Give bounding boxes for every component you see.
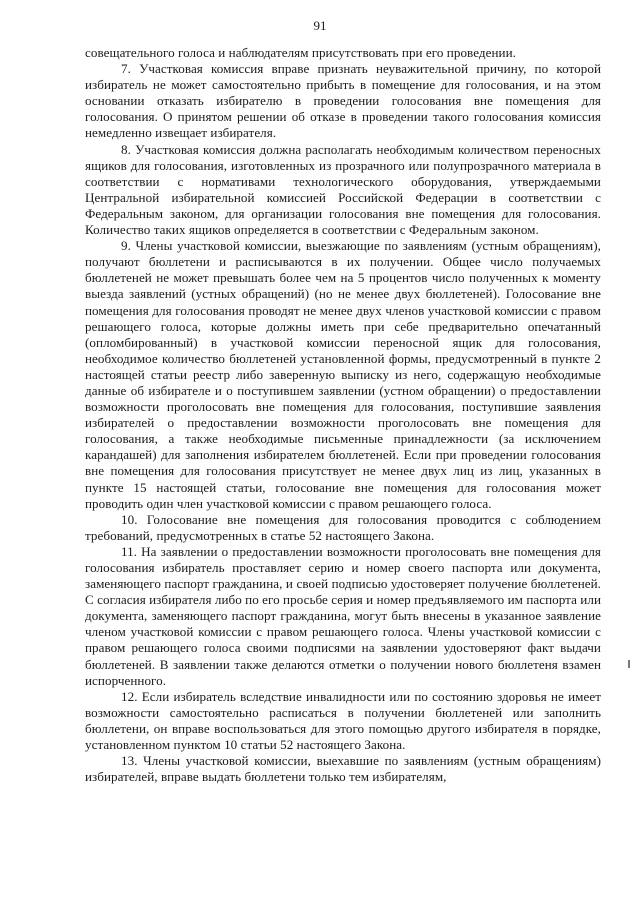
paragraph-11: 11. На заявлении о предоставлении возможности проголосовать вне помещения для голосования избиратель проставляет серию и номер своего паспорта или документа, заменяющего паспорт гражданина, и своей подписью удостоверяет получение бюллетеней. С согласия избирателя либо по его просьбе серия и номер предъявляемого им паспорта или документа, заменяющего паспорт гражданина, могут быть внесены в указанное заявление членом участковой комиссии с правом решающего голоса. Члены участковой комиссии с правом решающего голоса своими подписями на заявлении удостоверяют факт выдачи бюллетеней. В заявлении также делаются отметки о получении нового бюллетеня взамен испорченного. bbox=[85, 543, 601, 688]
paragraph-12: 12. Если избиратель вследствие инвалидности или по состоянию здоровья не имеет возможности самостоятельно расписаться в получении бюллетеней или заполнить бюллетени, он вправе воспользоваться для этого помощью другого избирателя в порядке, установленном пунктом 10 статьи 52 настоящего Закона. bbox=[85, 688, 601, 753]
paragraph-10: 10. Голосование вне помещения для голосования проводится с соблюдением требований, предусмотренных в статье 52 настоящего Закона. bbox=[85, 511, 601, 543]
page-number: 91 bbox=[313, 18, 327, 33]
paragraph-7: 7. Участковая комиссия вправе признать неуважительной причину, по которой избиратель не может самостоятельно прибыть в помещение для голосования, и на этом основании отказать избирателю в проведении голосования вне помещения для голосования. О принятом решении об отказе в проведении такого голосования комиссия немедленно извещает избирателя. bbox=[85, 61, 601, 141]
paragraph-continuation: совещательного голоса и наблюдателям присутствовать при его проведении. bbox=[85, 45, 516, 60]
scan-speck bbox=[628, 660, 630, 668]
document-body bbox=[85, 45, 601, 785]
paragraph-9: 9. Члены участковой комиссии, выезжающие по заявлениям (устным обращениям), получают бюллетени и расписываются в их получении. Общее число получаемых бюллетеней не может превышать более чем на 5 процентов число полученных к моменту выезда заявлений (устных обращений) (но не менее двух бюллетеней). Голосование вне помещения для голосования проводят не менее двух членов участковой комиссии с правом решающего голоса, которые должны иметь при себе предварительно опечатанный (опломбированный) в участковой комиссии переносной ящик для голосования, необходимое количество бюллетеней установленной формы, предусмотренный в пункте 2 настоящей статьи реестр либо заверенную выписку из него, содержащую необходимые данные об избирателе и о поступившем заявлении (устном обращении) о предоставлении возможности проголосовать вне помещения для голосования, поступившие заявления избирателей о предоставлении возможности проголосовать вне помещения для голосования, а также необходимые письменные принадлежности (за исключением карандашей) для заполнения избирателем бюллетеней. Если при проведении голосования вне помещения для голосования присутствует не менее двух лиц из лиц, указанных в пункте 15 настоящей статьи, голосование вне помещения для голосования может проводить один член участковой комиссии с правом решающего голоса. bbox=[85, 238, 601, 511]
paragraph-8: 8. Участковая комиссия должна располагать необходимым количеством переносных ящиков для голосования, изготовленных из прозрачного или полупрозрачного материала в соответствии с нормативами технологического оборудования, утверждаемыми Центральной избирательной комиссией Российской Федерации в соответствии с Федеральным законом, для организации голосования вне помещения для голосования. Количество таких ящиков определяется в соответствии с Федеральным законом. bbox=[85, 141, 601, 238]
paragraph-13: 13. Члены участковой комиссии, выехавшие по заявлениям (устным обращениям) избирателей, вправе выдать бюллетени только тем избирателям, bbox=[85, 753, 601, 785]
